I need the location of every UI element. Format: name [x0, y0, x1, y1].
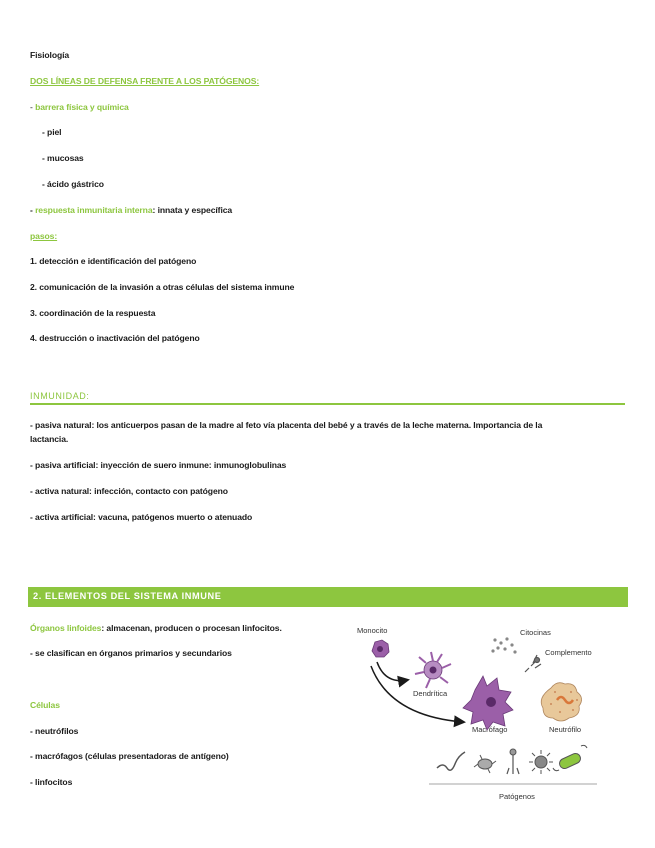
cell-item: - linfocitos	[30, 777, 73, 787]
organs-note: - se clasifican en órganos primarios y secundarios	[30, 648, 232, 658]
immune-cells-figure	[345, 618, 615, 804]
barrier-label: barrera física y química	[35, 102, 129, 112]
step-item: 3. coordinación de la respuesta	[30, 308, 156, 318]
immunity-item: - activa artificial: vacuna, patógenos muerto o atenuado	[30, 512, 253, 522]
internal-line: - respuesta inmunitaria interna: innata y específica	[30, 205, 233, 215]
step-item: 1. detección e identificación del patógeno	[30, 256, 197, 266]
subject-title: Fisiología	[30, 50, 70, 60]
barrier-item: - piel	[42, 127, 62, 137]
dendritic-cell	[415, 652, 451, 688]
section-divider	[30, 403, 625, 405]
neutrophil-cell	[541, 683, 581, 721]
label-cytokines: Citocinas	[520, 628, 551, 637]
immunity-item-continued: lactancia.	[30, 434, 69, 444]
pathogens-group	[437, 745, 587, 774]
pathogen-rod	[553, 745, 587, 770]
organs-suffix: : almacenan, producen o procesan linfocitos.	[101, 623, 282, 633]
organs-line	[30, 623, 282, 634]
barrier-item: - mucosas	[42, 153, 84, 163]
steps-heading: pasos:	[30, 231, 58, 241]
complement-molecule	[525, 655, 541, 672]
immunity-item: - activa natural: infección, contacto con patógeno	[30, 486, 228, 496]
pathogen-worm	[437, 752, 465, 770]
barrier-item: - ácido gástrico	[42, 179, 104, 189]
label-dendritic: Dendrítica	[413, 689, 448, 698]
section2-banner	[28, 587, 628, 607]
step-item: 2. comunicación de la invasión a otras células del sistema inmune	[30, 282, 295, 292]
cell-item: - macrófagos (células presentadoras de antígeno)	[30, 751, 229, 761]
barrier-line: - barrera física y química	[30, 102, 129, 112]
immunity-item: - pasiva natural: los anticuerpos pasan de la madre al feto vía placenta del bebé y a través de la leche materna. Importancia de la	[30, 420, 543, 430]
cells-heading: Células	[30, 700, 60, 710]
label-macrophage: Macrófago	[472, 725, 508, 734]
internal-label: respuesta inmunitaria interna	[35, 205, 153, 215]
pathogen-bacterium	[474, 755, 496, 773]
cell-item: - neutrófilos	[30, 726, 79, 736]
label-neutrophil: Neutrófilo	[549, 725, 582, 734]
cytokines-dots	[491, 637, 516, 653]
step-item: 4. destrucción o inactivación del patógeno	[30, 333, 200, 343]
section2-title: 2. ELEMENTOS DEL SISTEMA INMUNE	[33, 591, 222, 601]
label-complement: Complemento	[545, 648, 592, 657]
pathogen-phage	[507, 749, 519, 774]
macrophage-cell	[463, 676, 513, 730]
internal-suffix: : innata y específica	[152, 205, 233, 215]
arrow-to-dendritic	[377, 662, 407, 681]
defense-heading: DOS LÍNEAS DE DEFENSA FRENTE A LOS PATÓGENOS:	[30, 76, 260, 86]
organs-label: Órganos linfoides	[30, 623, 102, 633]
label-pathogens: Patógenos	[499, 792, 535, 801]
label-monocyte: Monocito	[357, 626, 388, 635]
pathogen-virus	[529, 750, 553, 774]
monocyte-cell	[372, 640, 389, 657]
immunity-heading: INMUNIDAD:	[30, 391, 90, 401]
immunity-item: - pasiva artificial: inyección de suero inmune: inmunoglobulinas	[30, 460, 287, 470]
